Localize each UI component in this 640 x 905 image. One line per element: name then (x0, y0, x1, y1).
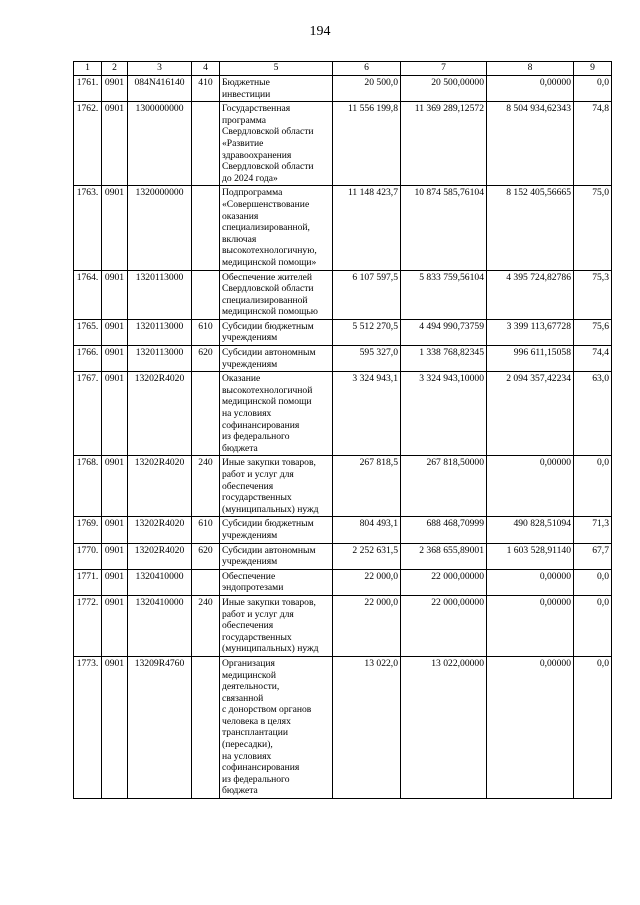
page-number: 194 (309, 24, 331, 39)
table-row (74, 76, 612, 102)
item-name-cell: Субсидии бюджетным учреждениям (220, 517, 333, 543)
execution-percent-cell: 74,8 (574, 102, 612, 186)
section-code-cell: 0901 (102, 76, 128, 102)
executed-amount-cell: 3 399 113,67728 (487, 319, 574, 345)
table-row (74, 186, 612, 270)
target-code-cell: 1320410000 (128, 569, 192, 595)
row-number-cell: 1773. (74, 656, 102, 798)
section-code-cell: 0901 (102, 569, 128, 595)
item-name-cell: Государственная программа Свердловской области «Развитие здравоохранения Свердловской области до 2024 года» (220, 102, 333, 186)
item-name-cell: Бюджетные инвестиции (220, 76, 333, 102)
table-row (74, 656, 612, 798)
target-code-cell: 1320113000 (128, 319, 192, 345)
target-code-cell: 1320000000 (128, 186, 192, 270)
executed-amount-cell: 0,00000 (487, 76, 574, 102)
execution-percent-cell: 71,3 (574, 517, 612, 543)
row-number-cell: 1765. (74, 319, 102, 345)
target-code-cell: 1320113000 (128, 270, 192, 319)
row-number-cell: 1761. (74, 76, 102, 102)
section-code-cell: 0901 (102, 656, 128, 798)
target-code-cell: 13209R4760 (128, 656, 192, 798)
row-number-cell: 1766. (74, 346, 102, 372)
item-name-cell: Оказание высокотехнологичной медицинской помощи на условиях софинансирования из федерального бюджета (220, 372, 333, 456)
execution-percent-cell: 0,0 (574, 456, 612, 517)
execution-percent-cell: 75,6 (574, 319, 612, 345)
table-row (74, 102, 612, 186)
executed-amount-cell: 996 611,15058 (487, 346, 574, 372)
table-row (74, 517, 612, 543)
budget-table (73, 61, 612, 799)
refined-amount-cell: 4 494 990,73759 (401, 319, 487, 345)
item-name-cell: Субсидии бюджетным учреждениям (220, 319, 333, 345)
planned-amount-cell: 13 022,0 (333, 656, 401, 798)
execution-percent-cell: 0,0 (574, 595, 612, 656)
executed-amount-cell: 0,00000 (487, 569, 574, 595)
executed-amount-cell: 0,00000 (487, 595, 574, 656)
target-code-cell: 084N416140 (128, 76, 192, 102)
target-code-cell: 13202R4020 (128, 456, 192, 517)
planned-amount-cell: 5 512 270,5 (333, 319, 401, 345)
row-number-cell: 1769. (74, 517, 102, 543)
section-code-cell: 0901 (102, 186, 128, 270)
planned-amount-cell: 22 000,0 (333, 569, 401, 595)
column-header: 5 (220, 62, 333, 76)
planned-amount-cell: 595 327,0 (333, 346, 401, 372)
item-name-cell: Организация медицинской деятельности, связанной с донорством органов человека в целях трансплантации (пересадки), на условиях софинансирования из федерального бюджета (220, 656, 333, 798)
planned-amount-cell: 2 252 631,5 (333, 543, 401, 569)
target-code-cell: 1320113000 (128, 346, 192, 372)
table-row (74, 346, 612, 372)
column-header: 9 (574, 62, 612, 76)
header-row (74, 62, 612, 76)
execution-percent-cell: 75,0 (574, 186, 612, 270)
section-code-cell: 0901 (102, 543, 128, 569)
column-header: 8 (487, 62, 574, 76)
item-name-cell: Иные закупки товаров, работ и услуг для обеспечения государственных (муниципальных) нужд (220, 456, 333, 517)
execution-percent-cell: 74,4 (574, 346, 612, 372)
refined-amount-cell: 267 818,50000 (401, 456, 487, 517)
executed-amount-cell: 1 603 528,91140 (487, 543, 574, 569)
execution-percent-cell: 75,3 (574, 270, 612, 319)
row-number-cell: 1762. (74, 102, 102, 186)
expense-type-cell: 620 (192, 346, 220, 372)
expense-type-cell (192, 656, 220, 798)
planned-amount-cell: 11 148 423,7 (333, 186, 401, 270)
execution-percent-cell: 0,0 (574, 569, 612, 595)
row-number-cell: 1764. (74, 270, 102, 319)
expense-type-cell (192, 372, 220, 456)
table-row (74, 372, 612, 456)
row-number-cell: 1768. (74, 456, 102, 517)
execution-percent-cell: 67,7 (574, 543, 612, 569)
refined-amount-cell: 3 324 943,10000 (401, 372, 487, 456)
column-header: 7 (401, 62, 487, 76)
row-number-cell: 1770. (74, 543, 102, 569)
refined-amount-cell: 11 369 289,12572 (401, 102, 487, 186)
execution-percent-cell: 0,0 (574, 656, 612, 798)
section-code-cell: 0901 (102, 346, 128, 372)
target-code-cell: 1320410000 (128, 595, 192, 656)
table-row (74, 569, 612, 595)
executed-amount-cell: 4 395 724,82786 (487, 270, 574, 319)
executed-amount-cell: 490 828,51094 (487, 517, 574, 543)
column-header: 3 (128, 62, 192, 76)
planned-amount-cell: 3 324 943,1 (333, 372, 401, 456)
executed-amount-cell: 8 152 405,56665 (487, 186, 574, 270)
execution-percent-cell: 63,0 (574, 372, 612, 456)
row-number-cell: 1771. (74, 569, 102, 595)
section-code-cell: 0901 (102, 270, 128, 319)
target-code-cell: 13202R4020 (128, 517, 192, 543)
table-row (74, 595, 612, 656)
section-code-cell: 0901 (102, 517, 128, 543)
planned-amount-cell: 20 500,0 (333, 76, 401, 102)
table-row (74, 319, 612, 345)
section-code-cell: 0901 (102, 319, 128, 345)
expense-type-cell: 240 (192, 456, 220, 517)
expense-type-cell: 410 (192, 76, 220, 102)
section-code-cell: 0901 (102, 102, 128, 186)
column-header: 6 (333, 62, 401, 76)
execution-percent-cell: 0,0 (574, 76, 612, 102)
row-number-cell: 1767. (74, 372, 102, 456)
refined-amount-cell: 1 338 768,82345 (401, 346, 487, 372)
expense-type-cell (192, 270, 220, 319)
table-row (74, 456, 612, 517)
refined-amount-cell: 22 000,00000 (401, 569, 487, 595)
refined-amount-cell: 22 000,00000 (401, 595, 487, 656)
refined-amount-cell: 10 874 585,76104 (401, 186, 487, 270)
expense-type-cell (192, 186, 220, 270)
column-header: 4 (192, 62, 220, 76)
item-name-cell: Подпрограмма «Совершенствование оказания специализированной, включая высокотехнологичную, медицинской помощи» (220, 186, 333, 270)
target-code-cell: 1300000000 (128, 102, 192, 186)
expense-type-cell (192, 102, 220, 186)
item-name-cell: Обеспечение жителей Свердловской области специализированной медицинской помощью (220, 270, 333, 319)
item-name-cell: Субсидии автономным учреждениям (220, 543, 333, 569)
executed-amount-cell: 8 504 934,62343 (487, 102, 574, 186)
refined-amount-cell: 20 500,00000 (401, 76, 487, 102)
refined-amount-cell: 688 468,70999 (401, 517, 487, 543)
row-number-cell: 1763. (74, 186, 102, 270)
expense-type-cell: 610 (192, 319, 220, 345)
executed-amount-cell: 2 094 357,42234 (487, 372, 574, 456)
target-code-cell: 13202R4020 (128, 372, 192, 456)
executed-amount-cell: 0,00000 (487, 456, 574, 517)
item-name-cell: Обеспечение эндопротезами (220, 569, 333, 595)
row-number-cell: 1772. (74, 595, 102, 656)
planned-amount-cell: 11 556 199,8 (333, 102, 401, 186)
column-header: 2 (102, 62, 128, 76)
expense-type-cell (192, 569, 220, 595)
planned-amount-cell: 267 818,5 (333, 456, 401, 517)
column-header: 1 (74, 62, 102, 76)
expense-type-cell: 620 (192, 543, 220, 569)
planned-amount-cell: 804 493,1 (333, 517, 401, 543)
target-code-cell: 13202R4020 (128, 543, 192, 569)
planned-amount-cell: 22 000,0 (333, 595, 401, 656)
expense-type-cell: 610 (192, 517, 220, 543)
refined-amount-cell: 13 022,00000 (401, 656, 487, 798)
item-name-cell: Иные закупки товаров, работ и услуг для обеспечения государственных (муниципальных) нужд (220, 595, 333, 656)
expense-type-cell: 240 (192, 595, 220, 656)
refined-amount-cell: 2 368 655,89001 (401, 543, 487, 569)
executed-amount-cell: 0,00000 (487, 656, 574, 798)
section-code-cell: 0901 (102, 372, 128, 456)
section-code-cell: 0901 (102, 456, 128, 517)
table-row (74, 543, 612, 569)
table-row (74, 270, 612, 319)
item-name-cell: Субсидии автономным учреждениям (220, 346, 333, 372)
refined-amount-cell: 5 833 759,56104 (401, 270, 487, 319)
section-code-cell: 0901 (102, 595, 128, 656)
planned-amount-cell: 6 107 597,5 (333, 270, 401, 319)
